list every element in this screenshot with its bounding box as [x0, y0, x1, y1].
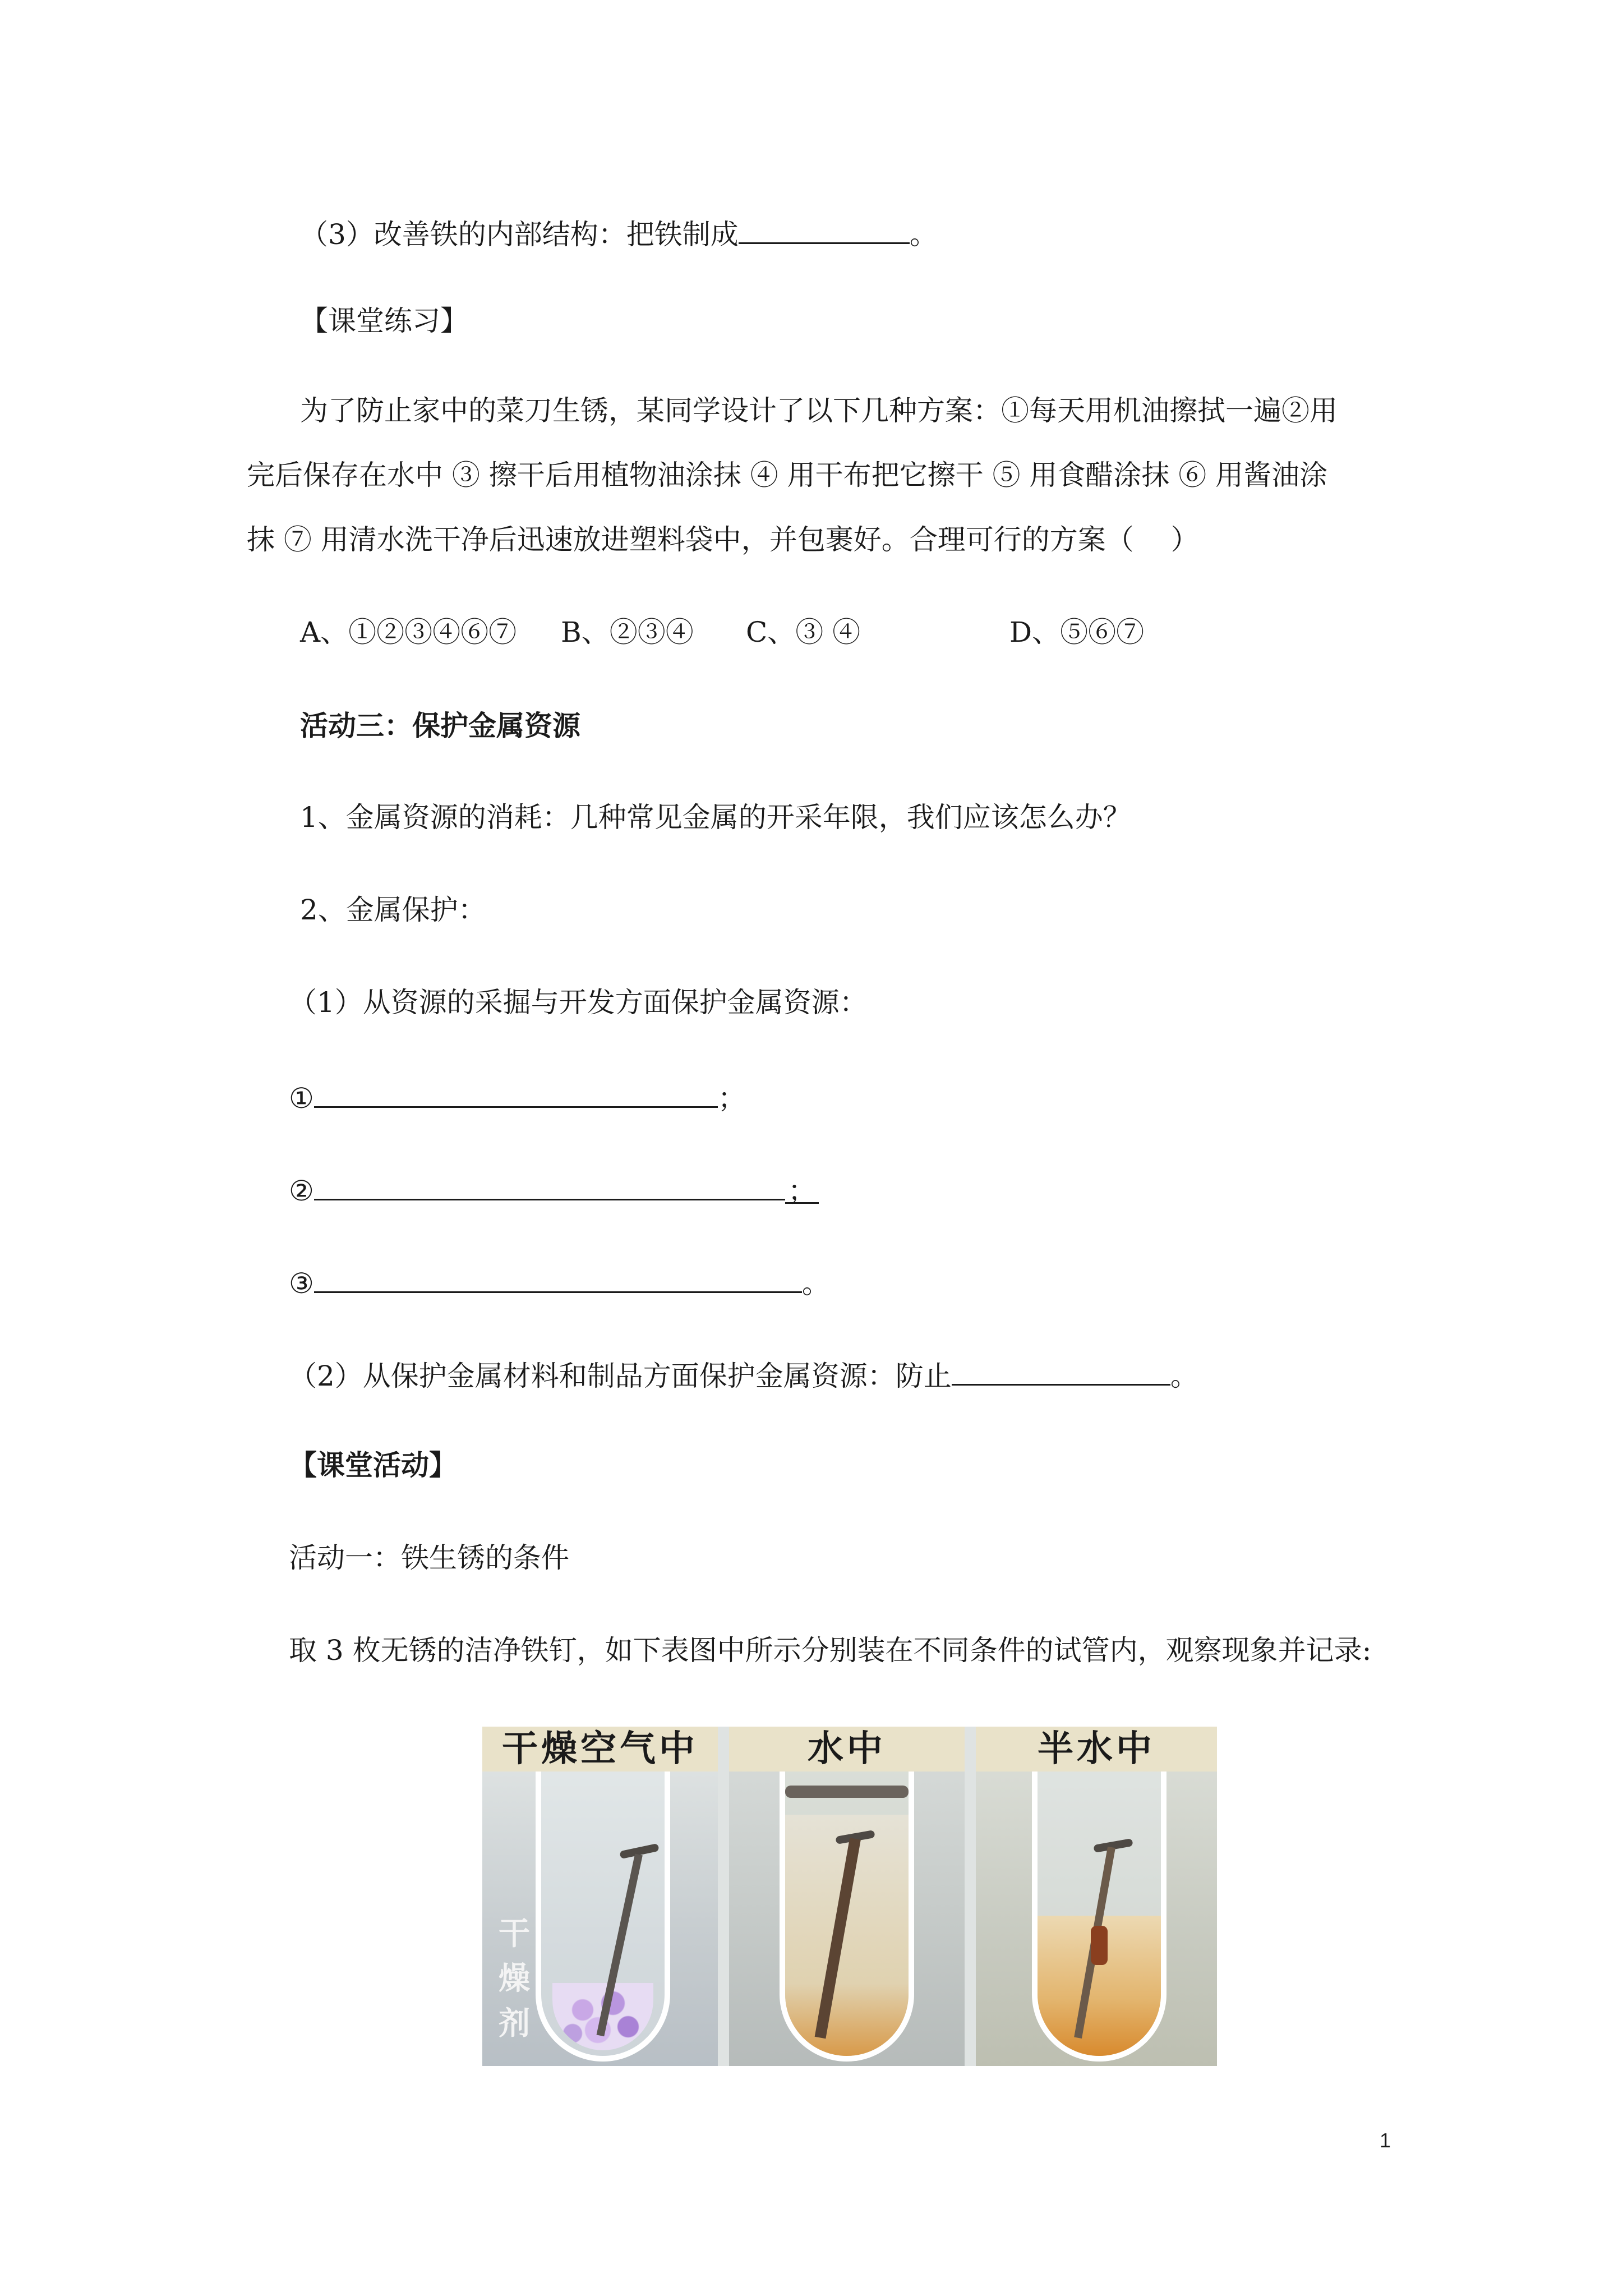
blank-line-3: ③ 。 [289, 1262, 830, 1301]
answer-blank[interactable] [314, 1262, 802, 1293]
experiment-photo [482, 1727, 1217, 2066]
panel-label-dry-air: 干燥空气中 [482, 1727, 718, 1772]
option-c[interactable]: C、③ ④ [746, 616, 861, 648]
question-line-2: 完后保存在水中 ③ 擦干后用植物油涂抹 ④ 用干布把它擦干 ⑤ 用食醋涂抹 ⑥ 用酱油涂 [247, 459, 1328, 491]
item-2: 2、金属保护： [300, 894, 486, 926]
activity-heading: 【课堂活动】 [289, 1448, 457, 1481]
panel-water [729, 1727, 965, 2066]
desiccant-label: 干 燥 剂 [499, 1916, 530, 2042]
question-line-3: 抹 ⑦ 用清水洗干净后迅速放进塑料袋中，并包裹好。合理可行的方案（ ） [247, 523, 1199, 556]
blank-line-1: ① ； [289, 1077, 746, 1116]
activity-1-description: 取 3 枚无锈的洁净铁钉，如下表图中所示分别装在不同条件的试管内，观察现象并记录: [289, 1634, 1372, 1667]
panel-label-water: 水中 [729, 1727, 965, 1772]
blank-line-2: ② ； [289, 1170, 819, 1209]
fill-in-line-structure: （3）改善铁的内部结构：把铁制成 。 [300, 213, 938, 252]
sub-item-2: （2）从保护金属材料和制品方面保护金属资源：防止 。 [289, 1355, 1198, 1394]
practice-heading: 【课堂练习】 [300, 305, 468, 337]
item-1: 1、金属资源的消耗：几种常见金属的开采年限，我们应该怎么办？ [300, 801, 1131, 834]
panel-dry-air [482, 1727, 718, 2066]
option-d[interactable]: D、⑤⑥⑦ [1009, 616, 1145, 648]
answer-blank[interactable] [739, 213, 910, 244]
answer-blank[interactable] [952, 1355, 1170, 1386]
option-b[interactable]: B、②③④ [561, 616, 694, 648]
answer-blank[interactable] [314, 1170, 785, 1200]
activity3-heading: 活动三：保护金属资源 [300, 709, 580, 742]
panel-half-water [976, 1727, 1217, 2066]
question-line-1: 为了防止家中的菜刀生锈，某同学设计了以下几种方案：①每天用机油擦拭一遍②用 [300, 394, 1338, 427]
option-a[interactable]: A、①②③④⑥⑦ [300, 616, 517, 648]
activity-1: 活动一：铁生锈的条件 [289, 1542, 569, 1574]
page-number: 1 [1380, 2129, 1391, 2152]
sub-item-1: （1）从资源的采掘与开发方面保护金属资源： [289, 986, 868, 1019]
answer-blank[interactable] [314, 1077, 718, 1108]
panel-label-half-water: 半水中 [976, 1727, 1217, 1772]
